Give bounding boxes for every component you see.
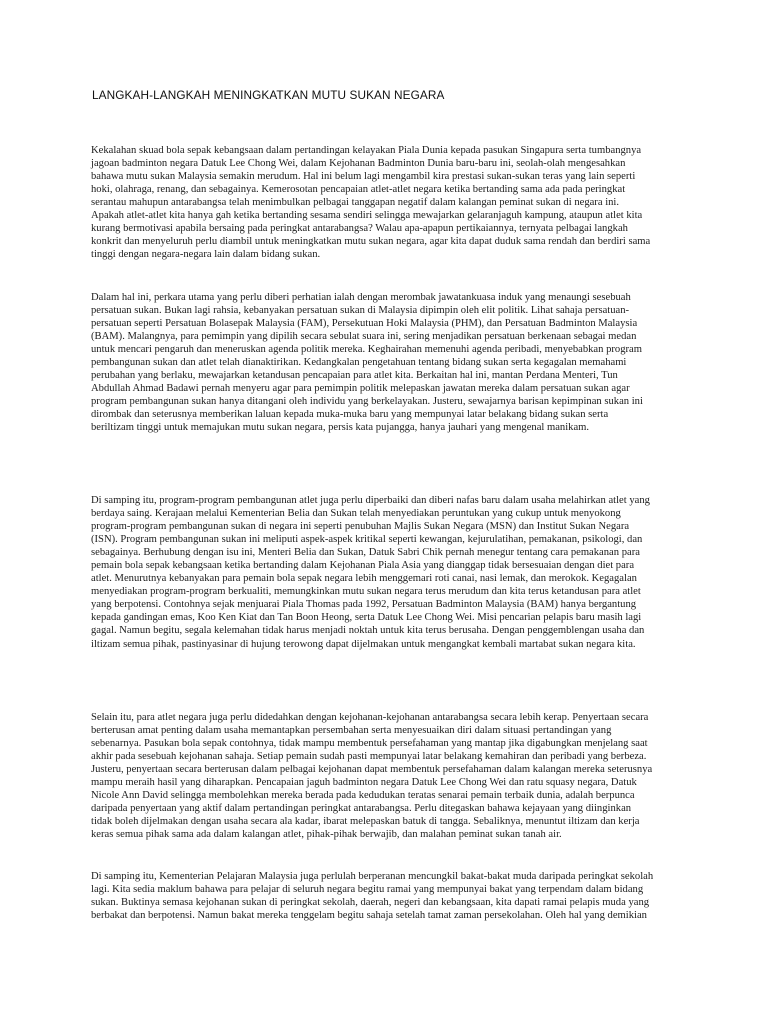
paragraph-3	[91, 494, 681, 651]
text-line: tidak boleh dijelmakan dengan usaha secara ala kadar, ibarat melepaskan batuk di tangga. Sebaliknya, menuntut iltizam dan kerja	[91, 816, 640, 828]
text-line: mampu meraih hasil yang diharapkan. Pencapaian jaguh badminton negara Datuk Lee Chong Wei dan ratu squasy negara, Datuk	[91, 777, 637, 789]
text-line: untuk mencari pengaruh dan meneruskan agenda politik mereka. Keghairahan memenuhi agenda peribadi, menyebabkan program	[91, 344, 642, 356]
text-line: jagoan badminton negara Datuk Lee Chong Wei, dalam Kejohanan Badminton Dunia baru-baru ini, seolah-olah mengesahkan	[91, 158, 626, 170]
text-line: atlet. Menurutnya kebanyakan para pemain bola sepak negara lebih menggemari roti canai, nasi lemak, dan merokok. Kegagalan	[91, 573, 637, 585]
document-title: LANGKAH-LANGKAH MENINGKATKAN MUTU SUKAN NEGARA	[92, 88, 445, 102]
paragraph-1	[91, 144, 681, 261]
text-line: gagal. Namun begitu, segala kelemahan tidak harus menjadi noktah untuk kita terus berusaha. Dengan penggemblengan usaha dan	[91, 625, 645, 637]
text-line: Selain itu, para atlet negara juga perlu didedahkan dengan kejohanan-kejohanan antarabangsa secara lebih kerap. Penyertaan secara	[91, 712, 649, 723]
text-line: berbakat dan berpotensi. Namun bakat mereka tenggelam begitu sahaja setelah tamat zaman persekolahan. Oleh hal yang demikian	[91, 910, 647, 922]
text-line: perubahan yang berlaku, mewajarkan ketandusan pencapaian para atlet kita. Berkaitan hal ini, mantan Perdana Menteri, Tun	[91, 370, 618, 382]
text-line: Di samping itu, Kementerian Pelajaran Malaysia juga perlulah berperanan mencungkil bakat-bakat muda daripada peringkat sekolah	[91, 871, 654, 882]
text-line: akhir pada sesebuah kejohanan sahaja. Setiap pemain sudah pasti mempunyai latar belakang kemahiran dan peribadi yang berbeza.	[91, 751, 647, 763]
text-line: beriltizam tinggi untuk memajukan mutu sukan negara, persis kata pujangga, hanya jauhari yang mengenal manikam.	[91, 422, 590, 434]
text-line: pemain bola sepak kebangsaan ketika bertanding dalam Kejohanan Piala Asia yang dianggap tidak bersesuaian dengan diet para	[91, 560, 635, 572]
text-line: menyediakan program-program berkualiti, memungkinkan mutu sukan negara terus merudum dan kita terus ketandusan para atlet	[91, 586, 641, 598]
paragraph-4	[91, 711, 681, 841]
text-line: lagi. Kita sedia maklum bahawa para pelajar di seluruh negara begitu ramai yang mempunyai bakat yang terpendam dalam bidang	[91, 884, 644, 896]
text-line: kepada gandingan emas, Koo Ken Kiat dan Tan Boon Heong, serta Datuk Lee Chong Wei. Misi pencarian pelapis baru masih lagi	[91, 612, 642, 624]
text-line: iltizam semua pihak, pastinyasinar di hujung terowong dapat dijelmakan untuk mengangkat kembali martabat sukan negara kita.	[91, 638, 636, 650]
text-line: program-program pembangunan sukan di negara ini seperti penubuhan Majlis Sukan Negara (MSN) dan Institut Sukan Negara	[91, 521, 630, 533]
text-line: serantau mahupun antarabangsa telah menimbulkan pelbagai tanggapan negatif dalam kalangan peminat sukan di negara ini.	[91, 197, 620, 209]
text-line: pembangunan sukan dan atlet telah dianaktirikan. Kedangkalan pengetahuan tentang bidang sukan serta kegagalan memahami	[91, 357, 627, 369]
text-line: Justeru, penyertaan secara berterusan dalam pelbagai kejohanan dapat membentuk persefahaman dalam kalangan mereka seterusnya	[91, 764, 653, 776]
paragraph-5	[91, 870, 681, 922]
text-line: persatuan seperti Persatuan Bolasepak Malaysia (FAM), Persekutuan Hoki Malaysia (PHM), dan Persatuan Badminton Malaysia	[91, 318, 638, 330]
text-line: hoki, olahraga, renang, dan sebagainya. Kemerosotan pencapaian atlet-atlet negara ketika bertanding sama ada pada peringkat	[91, 184, 626, 196]
text-line: bahawa mutu sukan Malaysia semakin merudum. Hal ini belum lagi mengambil kira prestasi sukan-sukan teras yang lain seperti	[91, 171, 636, 183]
paragraph-2	[91, 291, 681, 435]
text-line: Dalam hal ini, perkara utama yang perlu diberi perhatian ialah dengan merombak jawatankuasa induk yang menaungi sesebuah	[91, 292, 631, 303]
text-line: program pembangunan sukan hanya ditangani oleh individu yang berkelayakan. Justeru, sewajarnya barisan kepimpinan sukan ini	[91, 396, 643, 408]
text-line: tinggi dengan negara-negara lain dalam bidang sukan.	[91, 249, 321, 261]
text-line: sebenarnya. Pasukan bola sepak contohnya, tidak mampu membentuk persefahaman yang mantap jika digabungkan menjelang saat	[91, 738, 648, 750]
text-line: Abdullah Ahmad Badawi pernah menyeru agar para pemimpin politik melepaskan jawatan mereka dalam persatuan sukan agar	[91, 383, 630, 395]
text-line: Apakah atlet-atlet kita hanya gah ketika bertanding sesama sendiri selingga mewajarkan gelaranjaguh kampung, ataupun atlet kita	[91, 210, 643, 222]
text-line: berdaya saing. Kerajaan melalui Kementerian Belia dan Sukan telah menyediakan peruntukan yang cukup untuk menyokong	[91, 508, 621, 520]
text-line: berterusan amat penting dalam usaha memantapkan persembahan serta menyesuaikan diri dalam situasi pertandingan yang	[91, 725, 612, 737]
text-line: (BAM). Malangnya, para pemimpin yang dipilih secara sebulat suara ini, sering menjadikan persatuan berkenaan sebagai medan	[91, 331, 637, 343]
text-line: sebagainya. Berhubung dengan isu ini, Menteri Belia dan Sukan, Datuk Sabri Chik pernah menegur tentang cara pemakanan para	[91, 547, 640, 559]
text-line: persatuan sukan. Bukan lagi rahsia, kebanyakan persatuan sukan di Malaysia dipimpin oleh elit politik. Lihat sahaja persatuan-	[91, 305, 630, 317]
text-line: sukan. Buktinya semasa kejohanan sukan di peringkat sekolah, daerah, negeri dan kebangsaan, kita dapati ramai pelapis muda yang	[91, 897, 650, 909]
text-line: daripada penyertaan yang aktif dalam pertandingan peringkat antarabangsa. Perlu ditegaskan bahawa kejayaan yang diinginkan	[91, 803, 632, 815]
text-line: kurang bermotivasi apabila bersaing pada peringkat antarabangsa? Walau apa-apapun pertikaiannya, ternyata pelbagai langkah	[91, 223, 628, 235]
text-line: dirombak dan seterusnya memberikan laluan kepada muka-muka baru yang mempunyai latar belakang bidang sukan serta	[91, 409, 609, 421]
text-line: Nicole Ann David selingga membolehkan mereka berada pada kedudukan teratas senarai pemain terbaik dunia, adalah berpunca	[91, 790, 635, 802]
text-line: yang berpotensi. Contohnya sejak menjuarai Piala Thomas pada 1992, Persatuan Badminton Malaysia (BAM) hanya bergantung	[91, 599, 637, 611]
text-line: konkrit dan menyeluruh perlu diambil untuk meningkatkan mutu sukan negara, agar kita dapat duduk sama rendah dan berdiri sama	[91, 236, 651, 248]
text-line: keras semua pihak sama ada dalam kalangan atlet, pihak-pihak berwajib, dan malahan peminat sukan tanah air.	[91, 829, 562, 841]
text-line: Di samping itu, program-program pembangunan atlet juga perlu diperbaiki dan diberi nafas baru dalam usaha melahirkan atlet yang	[91, 495, 650, 506]
text-line: Kekalahan skuad bola sepak kebangsaan dalam pertandingan kelayakan Piala Dunia kepada pasukan Singapura serta tumbangnya	[91, 145, 642, 156]
text-line: (ISN). Program pembangunan sukan ini meliputi aspek-aspek kritikal seperti kewangan, kejurulatihan, pemakanan, psikologi, dan	[91, 534, 643, 546]
